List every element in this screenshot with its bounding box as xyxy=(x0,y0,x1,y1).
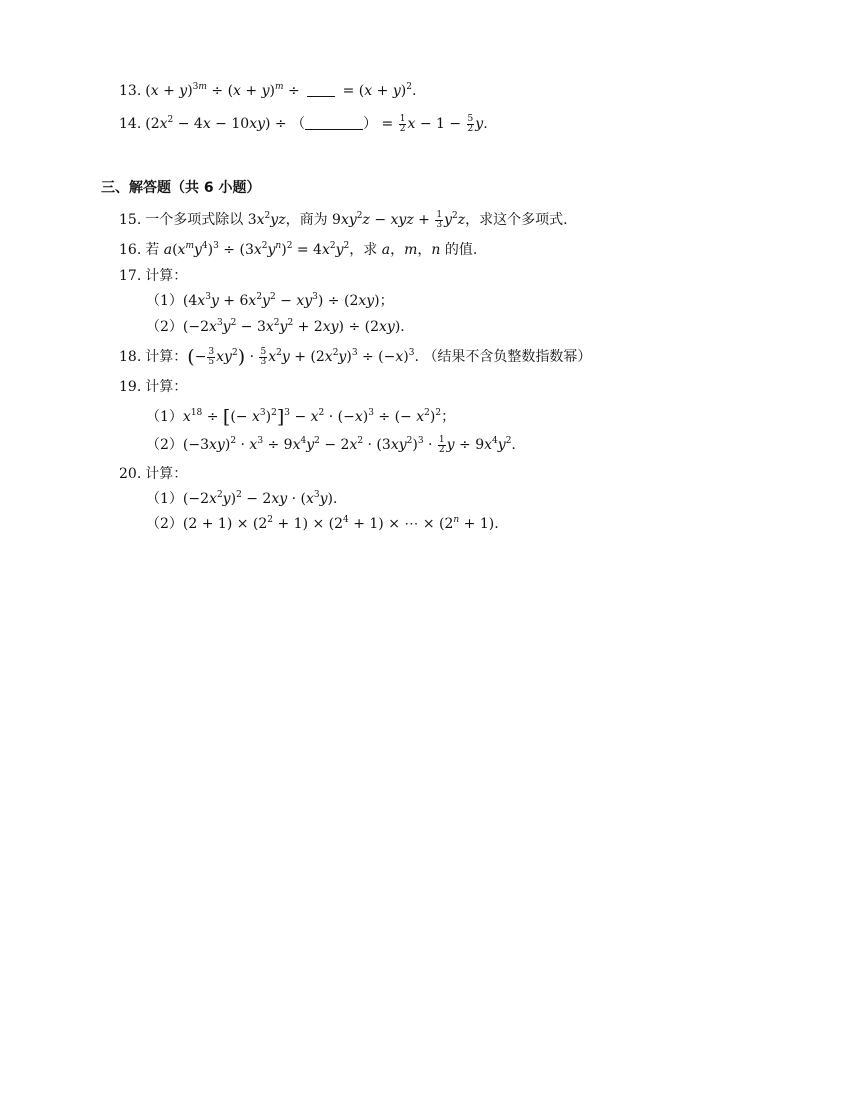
question-number: 16. xyxy=(119,242,142,258)
question-18: 18. 计算：(− $\frac{3}{5}$ $xy^2$) · $\frac{5}{3}$ $x^2y + (2x^2y)^3 \div (-x)^3$. （结果不含负整数指数幂） xyxy=(119,346,592,368)
math-expression: $(x + y)^{3m} \div (x + y)^m$ ÷ = $(x + y)^2$. xyxy=(145,82,417,99)
question-17: 17. 计算： xyxy=(119,268,188,284)
question-16: 16. 若 $a(x^my^4)^3 \div (3x^2y^n)^2 = 4x^2y^2$，求 a，m，n 的值. xyxy=(119,241,478,258)
question-13 xyxy=(119,81,416,101)
question-19-part-1: $(1)x^{18}$ ÷ [(− $x^3)^2]^3 - x^2 \cdot (-x)^3$ ÷ (− $x^2)^2$； xyxy=(146,406,456,428)
question-number: 15. xyxy=(119,212,142,228)
math-expression: $(4x^3y + 6x^2y^2 - xy^3) \div (2xy)$； xyxy=(182,292,394,309)
question-14: 14. $(2x^2 - 4x - 10xy)$ ÷ （ ） = $\frac{1}{2}$ x − 1 − $\frac{5}{2}$ y. xyxy=(119,113,488,134)
question-15: 15. 一个多项式除以 $3x^2yz$，商为 $9xy^2z$ − xyz + $\frac{1}{3}$ $y^2z$，求这个多项式. xyxy=(119,209,568,230)
question-19-part-2: $(2)(-3xy)^2 \cdot x^3 \div 9x^4y^2 - 2x^2 \cdot (3xy^2)^3$ · $\frac{1}{2}$ $y \div 9x^4y^2$. xyxy=(146,434,516,455)
answer-blank[interactable] xyxy=(305,117,363,130)
question-20-part-1: $(1)(-2x^2y)^2 - 2xy \cdot (x^3y)$. xyxy=(146,490,338,507)
math-expression: $(-3xy)^2 \cdot x^3 \div 9x^4y^2 - 2x^2 \cdot (3xy^2)^3$ · $\frac{1}{2}$ $y \div 9x^4y^2$. xyxy=(182,434,516,455)
question-number: 19. xyxy=(119,379,142,395)
math-expression: = $\frac{1}{2}$ x − 1 − $\frac{5}{2}$ y. xyxy=(377,113,488,134)
math-expression: $(2 + 1) \times (2^2 + 1) \times (2^4 + 1)$ × ⋯ × $(2^n + 1)$. xyxy=(182,515,499,532)
question-number: 17. xyxy=(119,268,142,284)
answer-blank[interactable] xyxy=(307,82,335,97)
math-expression: (− $\frac{3}{5}$ $xy^2$) · $\frac{5}{3}$ $x^2y + (2x^2y)^3 \div (-x)^3$. xyxy=(187,346,419,368)
math-expression: $(2x^2 - 4x - 10xy)$ ÷ xyxy=(145,115,292,132)
question-19: 19. 计算： xyxy=(119,379,188,395)
math-expression: $9xy^2z$ − xyz + $\frac{1}{3}$ $y^2z$ xyxy=(332,209,466,230)
math-expression: $3x^2yz$ xyxy=(247,211,286,228)
math-expression: a，m，n xyxy=(381,242,441,258)
question-number: 20. xyxy=(119,466,142,482)
math-expression: $a(x^my^4)^3 \div (3x^2y^n)^2 = 4x^2y^2$ xyxy=(163,241,350,258)
question-20: 20. 计算： xyxy=(119,466,188,482)
section-heading: 三、解答题（共 6 小题） xyxy=(101,180,261,196)
question-20-part-2: $(2)(2 + 1) \times (2^2 + 1) \times (2^4 + 1)$ × ⋯ × $(2^n + 1)$. xyxy=(146,515,499,532)
question-number: 18. xyxy=(119,349,142,365)
question-number: 13. xyxy=(119,83,142,99)
question-17-part-2: $(2)(-2x^3y^2 - 3x^2y^2 + 2xy) \div (2xy)$. xyxy=(146,318,405,335)
question-number: 14. xyxy=(119,116,142,132)
question-17-part-1: $(1)(4x^3y + 6x^2y^2 - xy^3) \div (2xy)$； xyxy=(146,292,394,309)
math-expression: $(-2x^3y^2 - 3x^2y^2 + 2xy) \div (2xy)$. xyxy=(182,318,405,335)
math-expression: $(-2x^2y)^2 - 2xy \cdot (x^3y)$. xyxy=(182,490,338,507)
math-expression: $x^{18}$ ÷ [(− $x^3)^2]^3 - x^2 \cdot (-x)^3$ ÷ (− $x^2)^2$； xyxy=(182,406,456,428)
